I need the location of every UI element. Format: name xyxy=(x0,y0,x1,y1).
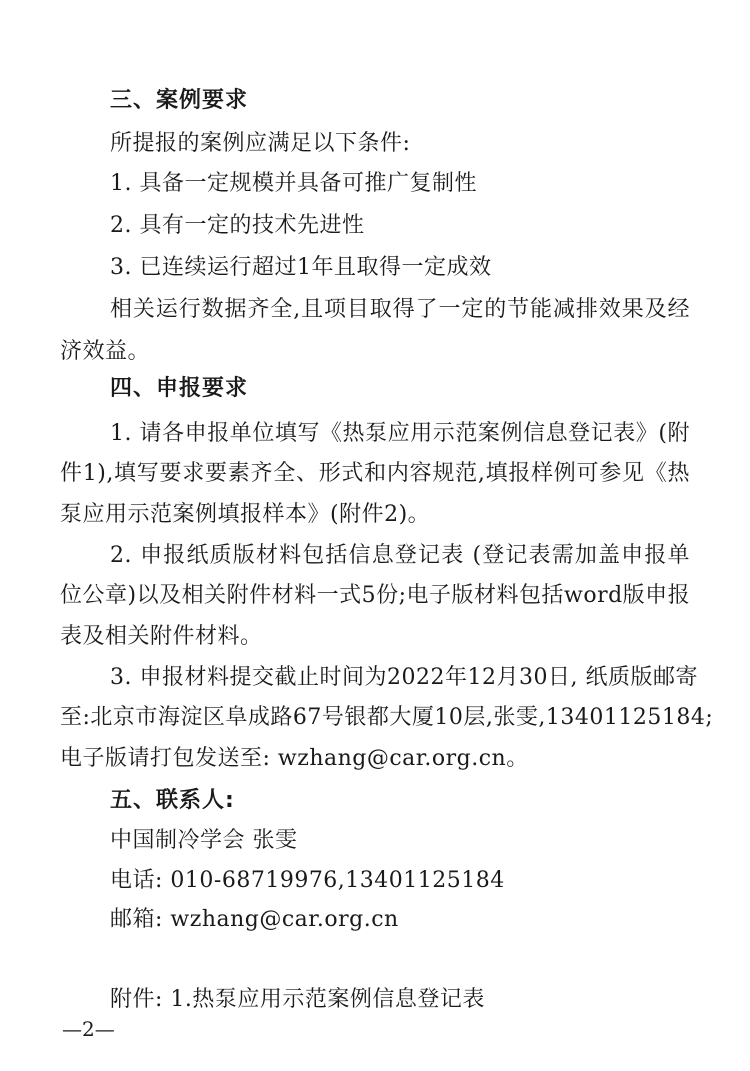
page-number: —2— xyxy=(62,1017,115,1041)
condition-item-1: 1. 具备一定规模并具备可推广复制性 xyxy=(110,171,477,196)
contact-organization: 中国制冷学会 张雯 xyxy=(110,828,298,853)
section-heading-contact: 五、联系人: xyxy=(110,788,235,813)
section-heading-case-requirements: 三、案例要求 xyxy=(110,88,249,113)
requirement-2-line-3: 表及相关附件材料。 xyxy=(60,624,263,649)
conditions-paragraph-line-2: 济效益。 xyxy=(60,339,151,364)
conditions-intro: 所提报的案例应满足以下条件: xyxy=(110,131,411,156)
condition-item-2: 2. 具有一定的技术先进性 xyxy=(110,213,365,238)
contact-email: 邮箱: wzhang@car.org.cn xyxy=(110,907,399,932)
attachment-line: 附件: 1.热泵应用示范案例信息登记表 xyxy=(110,987,485,1012)
requirement-3-line-1: 3. 申报材料提交截止时间为2022年12月30日, 纸质版邮寄 xyxy=(110,665,698,690)
requirement-1-line-1: 1. 请各申报单位填写《热泵应用示范案例信息登记表》(附 xyxy=(110,421,690,446)
requirement-1-line-2: 件1),填写要求要素齐全、形式和内容规范,填报样例可参见《热 xyxy=(60,461,690,486)
requirement-2-line-2: 位公章)以及相关附件材料一式5份;电子版材料包括word版申报 xyxy=(60,583,691,608)
requirement-3-line-3: 电子版请打包发送至: wzhang@car.org.cn。 xyxy=(60,746,529,771)
conditions-paragraph-line-1: 相关运行数据齐全,且项目取得了一定的节能减排效果及经 xyxy=(110,297,690,322)
requirement-2-line-1: 2. 申报纸质版材料包括信息登记表 (登记表需加盖申报单 xyxy=(110,543,690,568)
section-heading-application-requirements: 四、申报要求 xyxy=(110,376,249,401)
requirement-1-line-3: 泵应用示范案例填报样本》(附件2)。 xyxy=(60,502,431,527)
contact-phone: 电话: 010-68719976,13401125184 xyxy=(110,868,505,893)
requirement-3-line-2: 至:北京市海淀区阜成路67号银都大厦10层,张雯,13401125184; xyxy=(60,705,714,730)
condition-item-3: 3. 已连续运行超过1年且取得一定成效 xyxy=(110,255,492,280)
